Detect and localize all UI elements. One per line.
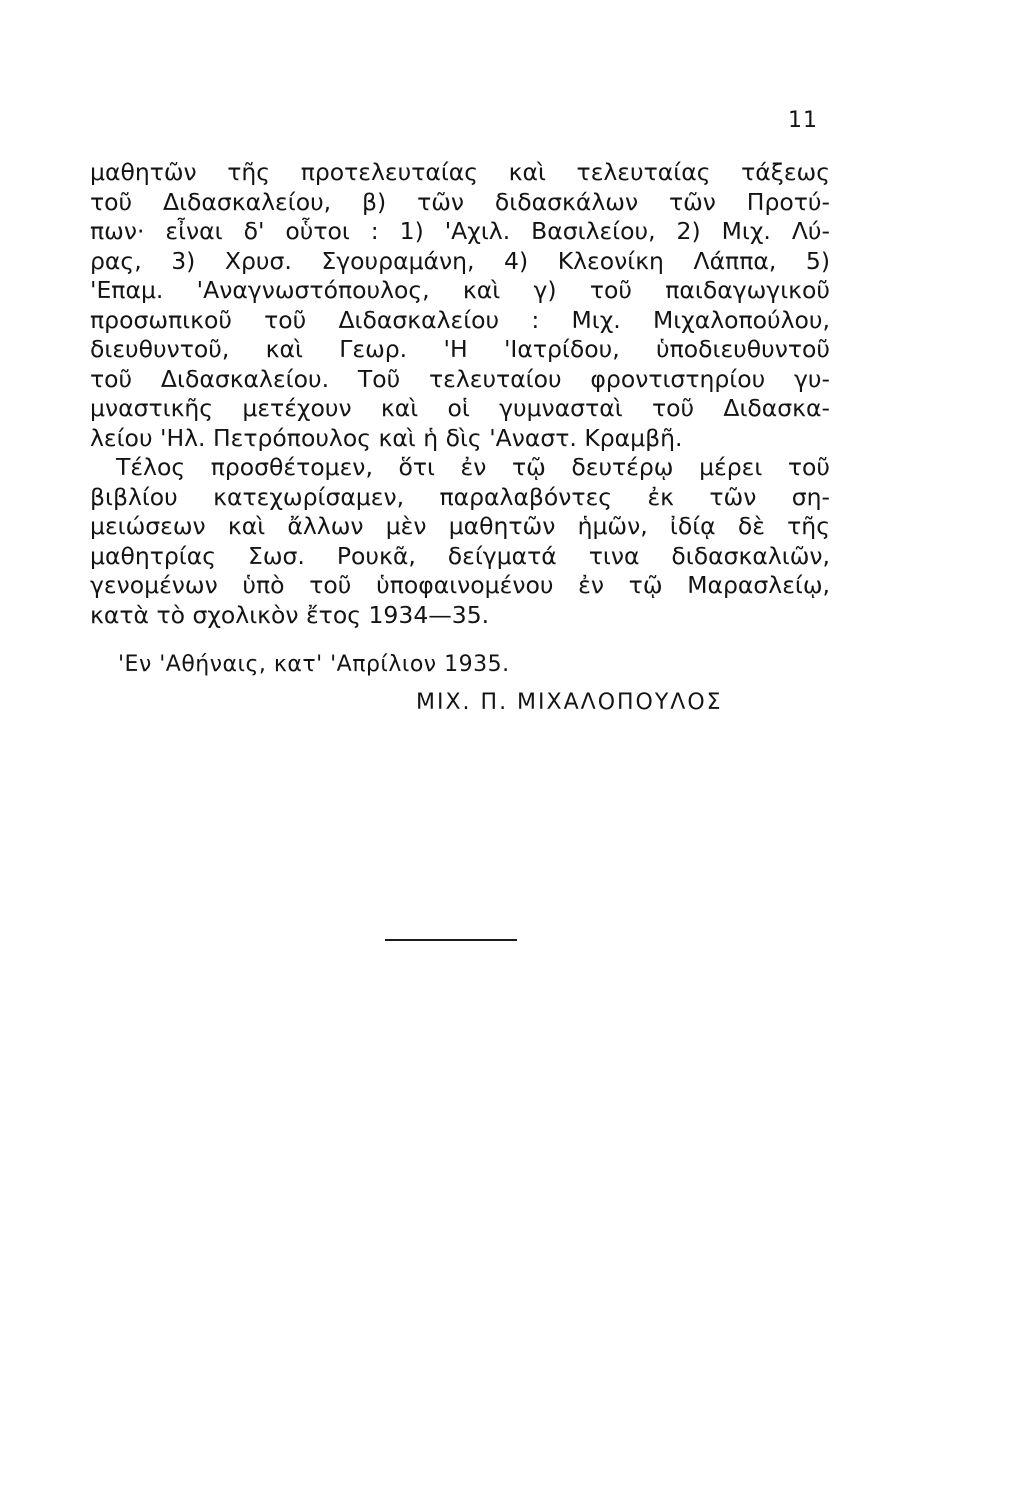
body-text xyxy=(90,158,830,630)
paragraph-1-line: ρας, 3) Χρυσ. Σγουραμάνη, 4) Κλεονίκη Λάππα, 5) xyxy=(90,246,830,275)
paragraph-2-line: βιβλίου κατεχωρίσαμεν, παραλαβόντες ἐκ τῶν ση- xyxy=(90,482,830,511)
paragraph-1-line: προσωπικοῦ τοῦ Διδασκαλείου : Μιχ. Μιχαλοπούλου, xyxy=(90,305,830,334)
divider xyxy=(385,939,517,941)
paragraph-2-line: Τέλος προσθέτομεν, ὅτι ἐν τῷ δευτέρῳ μέρει τοῦ xyxy=(116,453,830,481)
paragraph-1-line: πων· εἶναι δ' οὗτοι : 1) 'Αχιλ. Βασιλείου, 2) Μιχ. Λύ- xyxy=(90,217,830,245)
paragraph-2-line: μειώσεων καὶ ἄλλων μὲν μαθητῶν ἡμῶν, ἰδίᾳ δὲ τῆς xyxy=(90,512,830,540)
paragraph-1-line: μναστικῆς μετέχουν καὶ οἱ γυμνασταὶ τοῦ Διδασκα- xyxy=(90,394,830,422)
paragraph-1-line: τοῦ Διδασκαλείου. Τοῦ τελευταίου φροντιστηρίου γυ- xyxy=(90,364,830,393)
paragraph-1-line: μαθητῶν τῆς προτελευταίας καὶ τελευταίας τάξεως xyxy=(90,158,830,186)
signature: ΜΙΧ. Π. ΜΙΧΑΛΟΠΟΥΛΟΣ xyxy=(416,690,723,715)
paragraph-2-line: γενομένων ὑπὸ τοῦ ὑποφαινομένου ἐν τῷ Μαρασλείῳ, xyxy=(90,571,830,599)
paragraph-2-line: μαθητρίας Σωσ. Ρουκᾶ, δείγματά τινα διδασκαλιῶν, xyxy=(90,541,830,570)
paragraph-1-line: 'Επαμ. 'Αναγνωστόπουλος, καὶ γ) τοῦ παιδαγωγικοῦ xyxy=(90,276,830,304)
paragraph-1-line: λείου 'Ηλ. Πετρόπουλος καὶ ἡ δὶς 'Αναστ. Κραμβῆ. xyxy=(90,423,683,452)
paragraph-2-line: κατὰ τὸ σχολικὸν ἔτος 1934—35. xyxy=(90,600,490,629)
paragraph-1-line: διευθυντοῦ, καὶ Γεωρ. 'Η 'Ιατρίδου, ὑποδιευθυντοῦ xyxy=(90,335,830,363)
dateline: 'Εν 'Αθήναις, κατ' 'Απρίλιον 1935. xyxy=(118,652,510,677)
paragraph-1-line: τοῦ Διδασκαλείου, β) τῶν διδασκάλων τῶν Προτύ- xyxy=(90,187,830,216)
page-number: 11 xyxy=(788,108,818,133)
